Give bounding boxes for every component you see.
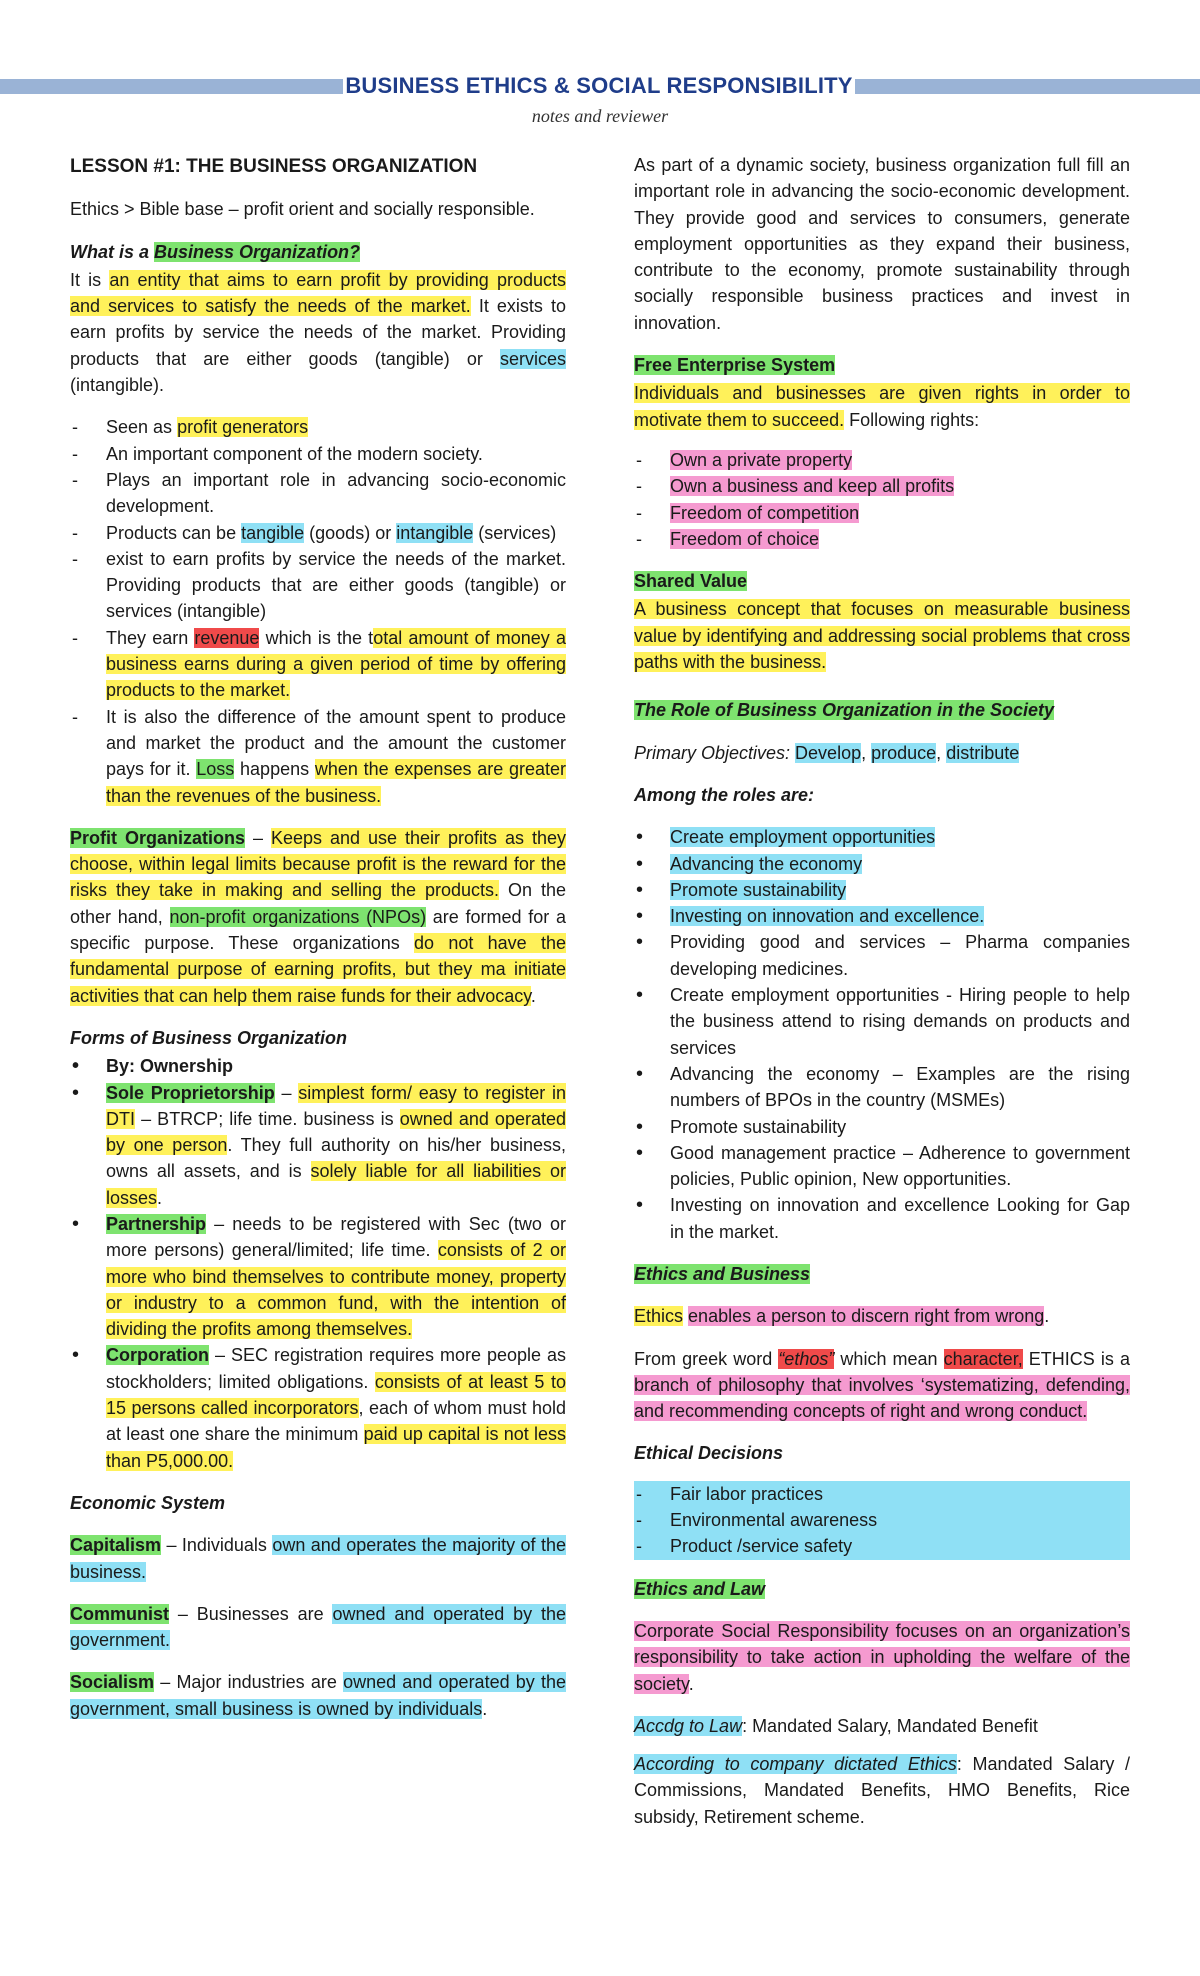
list-item: • Advancing the economy [634,851,1130,877]
ethical-decisions-heading: Ethical Decisions [634,1443,784,1464]
list-item: - Fair labor practices [634,1481,1130,1507]
list-item: - An important component of the modern society. [70,441,566,467]
shared-value-heading: Shared Value [634,571,748,592]
list-item: - Seen as profit generators [70,414,566,440]
list-item: • Providing good and services – Pharma companies developing medicines. [634,929,1130,982]
document-subtitle: notes and reviewer [531,106,669,126]
list-item: - It is also the difference of the amount spent to produce and market the product and the amount the customer pays for it. Loss happens when the expenses are greater than the revenues of the business. [70,704,566,809]
list-item: - Environmental awareness [634,1507,1130,1533]
ethics-business-heading: Ethics and Business [634,1263,811,1284]
forms-list [70,1053,566,1474]
ethics-definition: Ethics enables a person to discern right from wrong. [634,1306,1050,1327]
free-enterprise-heading: Free Enterprise System [634,355,836,376]
list-item: • By: Ownership [70,1053,566,1079]
profit-organizations-paragraph: Profit Organizations – Keeps and use their profits as they choose, within legal limits because profit is the reward for the risks they take in making and selling the products. On the other hand, non-profit organizations (NPOs) are formed for a specific purpose. These organizations do not have the fundamental purpose of earning profits, but they ma initiate activities that can help them raise funds for their advocacy. [70,827,566,1006]
economic-system-heading: Economic System [70,1492,226,1513]
forms-heading: Forms of Business Organization [70,1027,348,1048]
list-item: - Plays an important role in advancing socio-economic development. [70,467,566,520]
role-heading: The Role of Business Organization in the Society [634,700,1055,721]
list-item: • Investing on innovation and excellence. [634,903,1130,929]
society-paragraph: As part of a dynamic society, business organization full fill an important role in advancing the socio-economic development. They provide good and services to consumers, generate employment opportunities as they expand their business, contribute to the economy, promote sustainability through socially responsible business practices and invest in innovation. [634,155,1130,333]
among-heading: Among the roles are: [634,784,815,805]
list-item: - Freedom of choice [634,526,1130,552]
definition-paragraph: It is an entity that aims to earn profit by providing products and services to satisfy the needs of the market. It exists to earn profits by service the needs of the market. Providing products that are either goods (tangible) or services (intangible). [70,269,566,396]
question-heading: What is a Business Organization? [70,241,361,262]
org-bullet-list [70,414,566,808]
list-item: • Investing on innovation and excellence Looking for Gap in the market. [634,1192,1130,1245]
left-column [70,152,566,1738]
company-ethics-paragraph: According to company dictated Ethics: Mandated Salary / Commissions, Mandated Benefits, HMO Benefits, Rice subsidy, Retirement scheme. [634,1754,1130,1827]
right-column [634,152,1130,1846]
list-item: • Promote sustainability [634,877,1130,903]
intro-paragraph: Ethics > Bible base – profit orient and socially responsible. [70,199,535,220]
list-item: • Advancing the economy – Examples are the rising numbers of BPOs in the country (MSMEs) [634,1061,1130,1114]
primary-objectives: Primary Objectives: Develop, produce, distribute [634,742,1020,763]
header-bar-right [855,79,1200,94]
list-item: - Freedom of competition [634,500,1130,526]
free-enterprise-paragraph: Individuals and businesses are given rights in order to motivate them to succeed. Following rights: [634,383,1130,430]
rights-list [634,447,1130,552]
socialism-paragraph: Socialism – Major industries are owned and operated by the government, small business is owned by individuals. [70,1672,567,1719]
list-item: - Own a private property [634,447,1130,473]
list-item: • Partnership – needs to be registered with Sec (two or more persons) general/limited; life time. consists of 2 or more who bind themselves to contribute money, property or industry to a common fund, with the intention of dividing the profits among themselves. [70,1211,566,1342]
ethical-decisions-list [634,1481,1130,1560]
shared-value-paragraph: A business concept that focuses on measurable business value by identifying and addressing social problems that cross paths with the business. [634,599,1130,673]
list-item: • Good management practice – Adherence to government policies, Public opinion, New opportunities. [634,1140,1130,1193]
list-item: • Promote sustainability [634,1114,1130,1140]
list-item: • Corporation – SEC registration requires more people as stockholders; limited obligations. consists of at least 5 to 15 persons called incorporators, each of whom must hold at least one share the minimum paid up capital is not less than P5,000.00. [70,1342,566,1473]
list-item: - Own a business and keep all profits [634,473,1130,499]
list-item: • Create employment opportunities - Hiring people to help the business attend to rising demands on products and services [634,982,1130,1061]
header-bar-left [0,79,343,94]
list-item: • Sole Proprietorship – simplest form/ easy to register in DTI – BTRCP; life time. business is owned and operated by one person. They full authority on his/her business, owns all assets, and is solely liable for all liabilities or losses. [70,1080,566,1211]
capitalism-paragraph: Capitalism – Individuals own and operates the majority of the business. [70,1535,566,1582]
list-item: • Create employment opportunities [634,824,1130,850]
csr-paragraph: Corporate Social Responsibility focuses on an organization’s responsibility to take action in upholding the welfare of the society. [634,1620,1130,1694]
list-item: - Products can be tangible (goods) or intangible (services) [70,520,566,546]
law-paragraph: Accdg to Law: Mandated Salary, Mandated Benefit [634,1715,1038,1736]
greek-word-paragraph: From greek word “ethos” which mean character, ETHICS is a branch of philosophy that involves ‘systematizing, defending, and recommending concepts of right and wrong conduct. [634,1348,1130,1422]
list-item: - They earn revenue which is the total amount of money a business earns during a given period of time by offering products to the market. [70,625,566,704]
ethics-law-heading: Ethics and Law [634,1578,766,1599]
communist-paragraph: Communist – Businesses are owned and operated by the government. [70,1603,566,1651]
list-item: - Product /service safety [634,1533,1130,1559]
list-item: - exist to earn profits by service the needs of the market. Providing products that are either goods (tangible) or services (intangible) [70,546,566,625]
document-title: BUSINESS ETHICS & SOCIAL RESPONSIBILITY [345,73,853,98]
lesson-heading: LESSON #1: THE BUSINESS ORGANIZATION [70,156,478,177]
roles-list [634,824,1130,1245]
